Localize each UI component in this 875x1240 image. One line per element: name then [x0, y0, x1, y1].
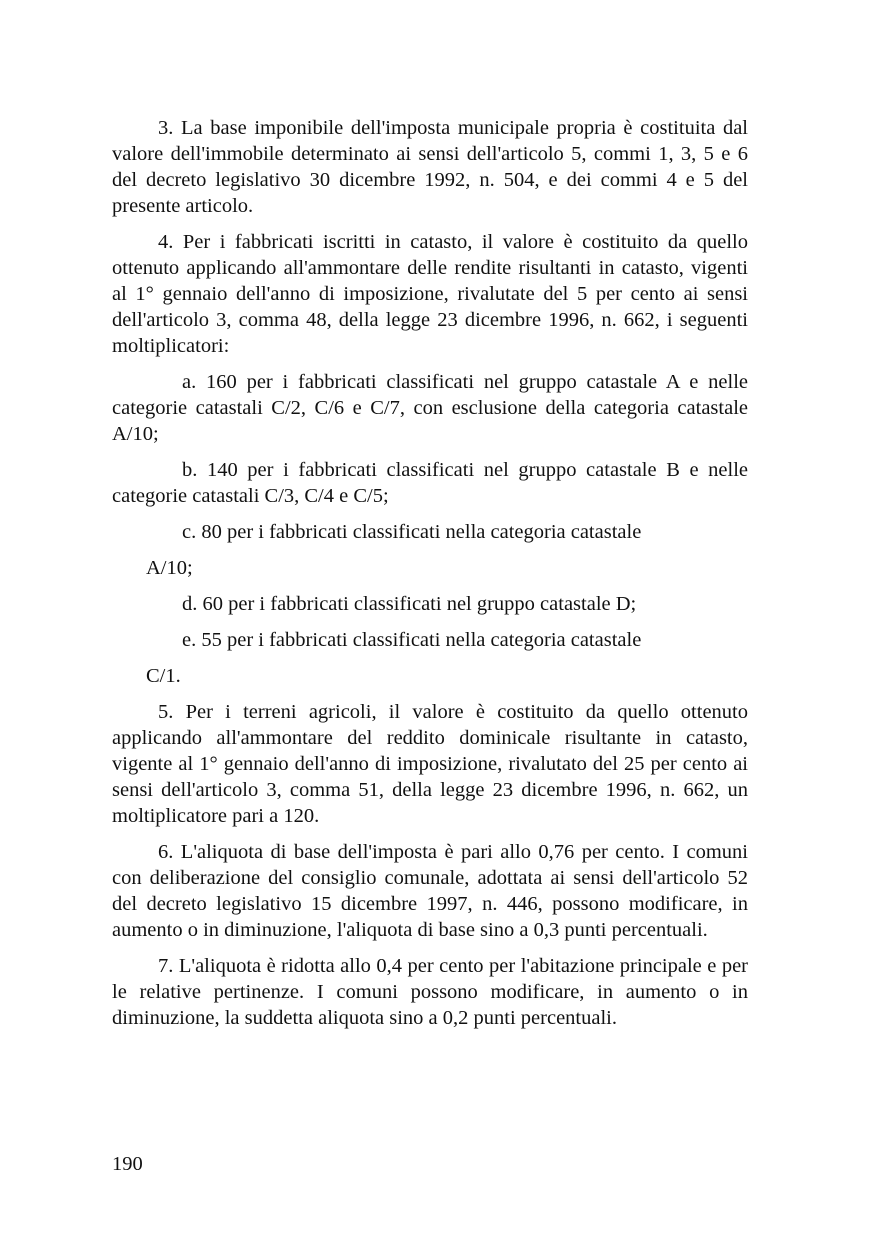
paragraph-5: 5. Per i terreni agricoli, il valore è costituito da quello ottenuto applicando all'ammontare del reddito dominicale risultante in catasto, vigente al 1° gennaio dell'anno di imposizione, rivalutato del 25 per cento ai sensi dell'articolo 3, comma 51, della legge 23 dicembre 1996, n. 662, un moltiplicatore pari a 120.: [112, 701, 748, 827]
item-c-continuation: A/10;: [146, 557, 193, 579]
item-d: d. 60 per i fabbricati classificati nel gruppo catastale D;: [182, 593, 637, 615]
item-e: e. 55 per i fabbricati classificati nella categoria catastale: [182, 629, 642, 651]
item-b: b. 140 per i fabbricati classificati nel gruppo catastale B e nelle categorie catastali C/3, C/4 e C/5;: [112, 459, 748, 507]
item-c: c. 80 per i fabbricati classificati nella categoria catastale: [182, 521, 642, 543]
page-number: 190: [112, 1153, 143, 1175]
paragraph-7: 7. L'aliquota è ridotta allo 0,4 per cento per l'abitazione principale e per le relative pertinenze. I comuni possono modificare, in aumento o in diminuzione, la suddetta aliquota sino a 0,2 punti percentuali.: [112, 955, 748, 1029]
document-page: [112, 115, 748, 1041]
item-e-continuation: C/1.: [146, 665, 181, 687]
item-a: a. 160 per i fabbricati classificati nel gruppo catastale A e nelle categorie catastali C/2, C/6 e C/7, con esclusione della categoria catastale A/10;: [112, 371, 748, 445]
paragraph-3: 3. La base imponibile dell'imposta municipale propria è costituita dal valore dell'immobile determinato ai sensi dell'articolo 5, commi 1, 3, 5 e 6 del decreto legislativo 30 dicembre 1992, n. 504, e dei commi 4 e 5 del presente articolo.: [112, 117, 748, 217]
paragraph-4: 4. Per i fabbricati iscritti in catasto, il valore è costituito da quello ottenuto applicando all'ammontare delle rendite risultanti in catasto, vigenti al 1° gennaio dell'anno di imposizione, rivalutate del 5 per cento ai sensi dell'articolo 3, comma 48, della legge 23 dicembre 1996, n. 662, i seguenti moltiplicatori:: [112, 231, 748, 357]
paragraph-6: 6. L'aliquota di base dell'imposta è pari allo 0,76 per cento. I comuni con deliberazione del consiglio comunale, adottata ai sensi dell'articolo 52 del decreto legislativo 15 dicembre 1997, n. 446, possono modificare, in aumento o in diminuzione, l'aliquota di base sino a 0,3 punti percentuali.: [112, 841, 748, 941]
